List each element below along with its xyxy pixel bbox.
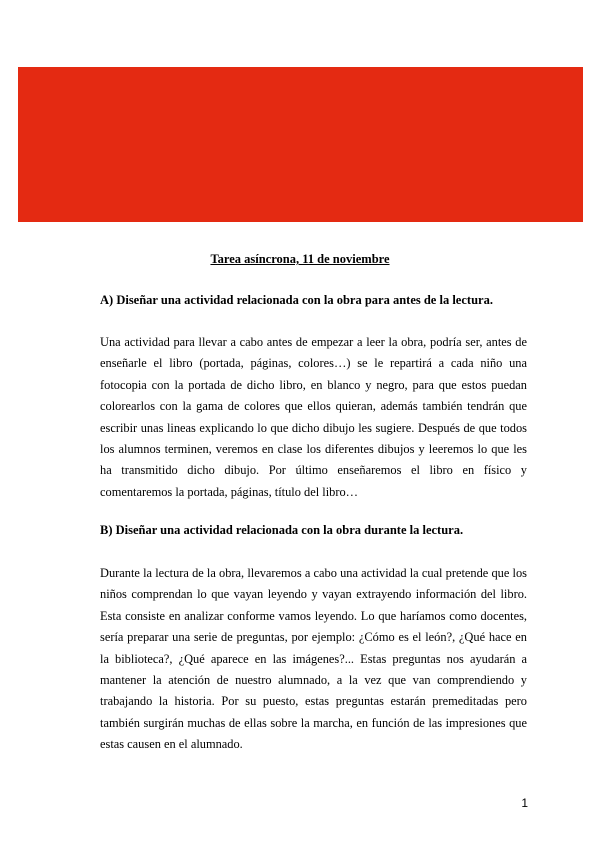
section-b-paragraph: Durante la lectura de la obra, llevaremos a cabo una actividad la cual pretende que los niños comprendan lo que vayan leyendo y vayan extrayendo información del libro. Esta consiste en analizar conforme vamos leyendo. Lo que haríamos como docentes, sería preparar una serie de preguntas, por ejemplo: ¿Cómo es el león?, ¿Qué hace en la biblioteca?, ¿Qué aparece en las imágenes?... Estas preguntas nos ayudarán a mantener la atención de nuestro alumnado, a la vez que van comprendiendo y trabajando la historia. Por su puesto, estas preguntas estarán premeditadas pero también surgirán muchas de ellas sobre la marcha, en función de las impresiones que estas causen en el alumnado. <box>100 566 527 752</box>
header-banner <box>18 67 583 222</box>
section-b-heading: B) Diseñar una actividad relacionada con la obra durante la lectura. <box>100 523 464 537</box>
section-a-paragraph: Una actividad para llevar a cabo antes de empezar a leer la obra, podría ser, antes de enseñarle el libro (portada, páginas, colores…) se le repartirá a cada niño una fotocopia con la portada de dicho libro, en blanco y negro, para que estos puedan colorearlos con la gama de colores que ellos quieran, además también tendrán que escribir unas lineas explicando lo que dicho dibujo les sugiere. Después de que todos los alumnos terminen, veremos en clase los diferentes dibujos y leeremos lo que les ha transmitido dicho dibujo. Por último enseñaremos el libro en físico y comentaremos la portada, páginas, título del libro… <box>100 335 527 499</box>
page-number: 1 <box>521 796 528 810</box>
section-a-heading: A) Diseñar una actividad relacionada con la obra para antes de la lectura. <box>100 293 493 307</box>
document-title: Tarea asíncrona, 11 de noviembre <box>210 252 390 266</box>
